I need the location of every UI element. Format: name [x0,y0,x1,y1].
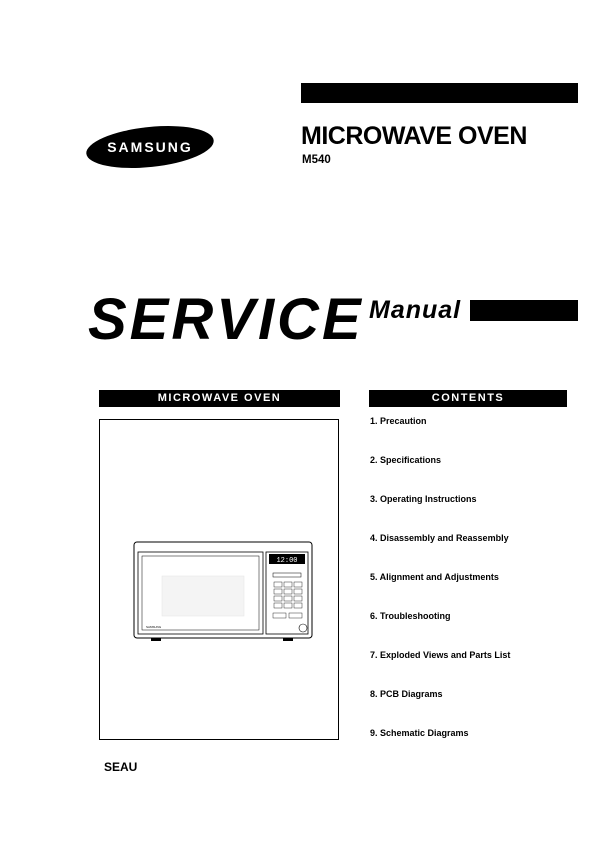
region-code: SEAU [104,760,138,774]
banner-black-bar [470,300,578,321]
service-heading: SERVICE [88,287,364,352]
microwave-oven-illustration [133,540,313,644]
model-number: M540 [302,154,331,166]
logo-text: SAMSUNG [107,139,193,155]
samsung-logo [84,125,216,169]
oven-brand-label: SAMSUNG [146,625,162,629]
oven-display-readout: 12:00 [276,557,298,565]
manual-heading: Manual [369,296,462,324]
contents-item: 7. Exploded Views and Parts List [370,650,511,660]
contents-list [370,416,510,767]
contents-header: CONTENTS [369,390,567,407]
contents-item: 3. Operating Instructions [370,494,477,504]
contents-item: 9. Schematic Diagrams [370,728,469,738]
contents-item: 8. PCB Diagrams [370,689,443,699]
contents-item: 4. Disassembly and Reassembly [370,533,509,543]
contents-item: 6. Troubleshooting [370,611,451,621]
contents-item: 5. Alignment and Adjustments [370,572,499,582]
contents-item: 2. Specifications [370,455,442,465]
top-black-bar [301,83,578,103]
page-title: MICROWAVE OVEN [301,122,527,150]
contents-item: 1. Precaution [370,416,427,426]
product-header: MICROWAVE OVEN [99,390,340,407]
